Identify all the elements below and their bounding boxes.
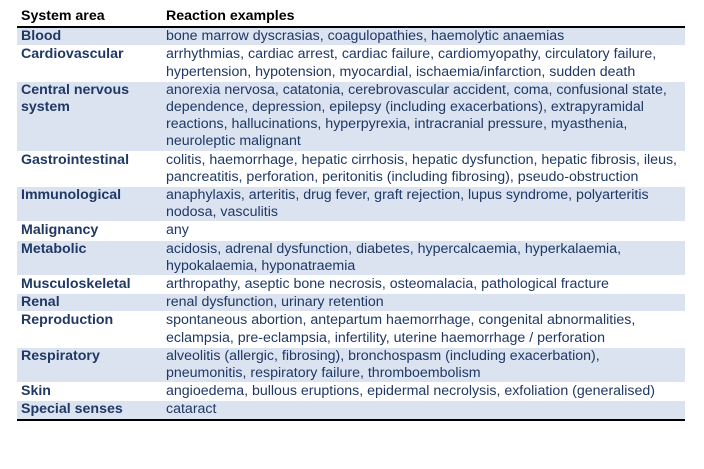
table-row: [17, 276, 685, 294]
reaction-examples-cell: angioedema, bullous eruptions, epidermal necrolysis, exfoliation (generalised): [162, 383, 685, 401]
table-row: [17, 294, 685, 312]
system-area-cell: Metabolic: [17, 240, 162, 275]
table-row: [17, 151, 685, 186]
header-reaction-examples: Reaction examples: [162, 8, 685, 27]
table-row: [17, 27, 685, 46]
table-row: [17, 312, 685, 347]
table-row: [17, 187, 685, 222]
header-system-area: System area: [17, 8, 162, 27]
system-area-cell: Renal: [17, 294, 162, 312]
system-area-cell: Central nervous system: [17, 81, 162, 151]
reaction-examples-cell: arrhythmias, cardiac arrest, cardiac failure, cardiomyopathy, circulatory failure, hypertension, hypotension, myocardial, ischaemia/infarction, sudden death: [162, 46, 685, 81]
table-row: [17, 240, 685, 275]
system-area-cell: Respiratory: [17, 347, 162, 382]
system-area-cell: Blood: [17, 27, 162, 46]
reaction-examples-cell: alveolitis (allergic, fibrosing), bronchospasm (including exacerbation), pneumonitis, respiratory failure, thromboembolism: [162, 347, 685, 382]
reaction-examples-cell: anaphylaxis, arteritis, drug fever, graft rejection, lupus syndrome, polyarteritis nodosa, vasculitis: [162, 187, 685, 222]
reaction-examples-cell: any: [162, 222, 685, 240]
reaction-examples-cell: acidosis, adrenal dysfunction, diabetes, hypercalcaemia, hyperkalaemia, hypokalaemia, hyponatraemia: [162, 240, 685, 275]
table-header: [17, 8, 685, 27]
table-row: [17, 81, 685, 151]
reactions-table-container: [17, 8, 685, 421]
table-body: [17, 27, 685, 419]
system-area-cell: Malignancy: [17, 222, 162, 240]
system-area-cell: Special senses: [17, 401, 162, 420]
table-row: [17, 383, 685, 401]
reaction-examples-cell: spontaneous abortion, antepartum haemorrhage, congenital abnormalities, eclampsia, pre-eclampsia, infertility, uterine haemorrhage / perforation: [162, 312, 685, 347]
system-area-cell: Cardiovascular: [17, 46, 162, 81]
header-row: [17, 8, 685, 27]
system-area-cell: Skin: [17, 383, 162, 401]
system-area-cell: Immunological: [17, 187, 162, 222]
table-row: [17, 401, 685, 420]
reaction-examples-cell: cataract: [162, 401, 685, 420]
reaction-examples-cell: renal dysfunction, urinary retention: [162, 294, 685, 312]
table-row: [17, 222, 685, 240]
table-row: [17, 46, 685, 81]
system-area-cell: Reproduction: [17, 312, 162, 347]
reaction-examples-cell: bone marrow dyscrasias, coagulopathies, haemolytic anaemias: [162, 27, 685, 46]
reactions-table: [17, 8, 685, 421]
reaction-examples-cell: colitis, haemorrhage, hepatic cirrhosis, hepatic dysfunction, hepatic fibrosis, ileus, pancreatitis, perforation, peritonitis (including fibrosing), pseudo-obstruction: [162, 151, 685, 186]
system-area-cell: Gastrointestinal: [17, 151, 162, 186]
table-row: [17, 347, 685, 382]
reaction-examples-cell: arthropathy, aseptic bone necrosis, osteomalacia, pathological fracture: [162, 276, 685, 294]
reaction-examples-cell: anorexia nervosa, catatonia, cerebrovascular accident, coma, confusional state, dependence, depression, epilepsy (including exacerbations), extrapyramidal reactions, hallucinations, hyperpyrexia, intracranial pressure, myasthenia, neuroleptic malignant: [162, 81, 685, 151]
system-area-cell: Musculoskeletal: [17, 276, 162, 294]
